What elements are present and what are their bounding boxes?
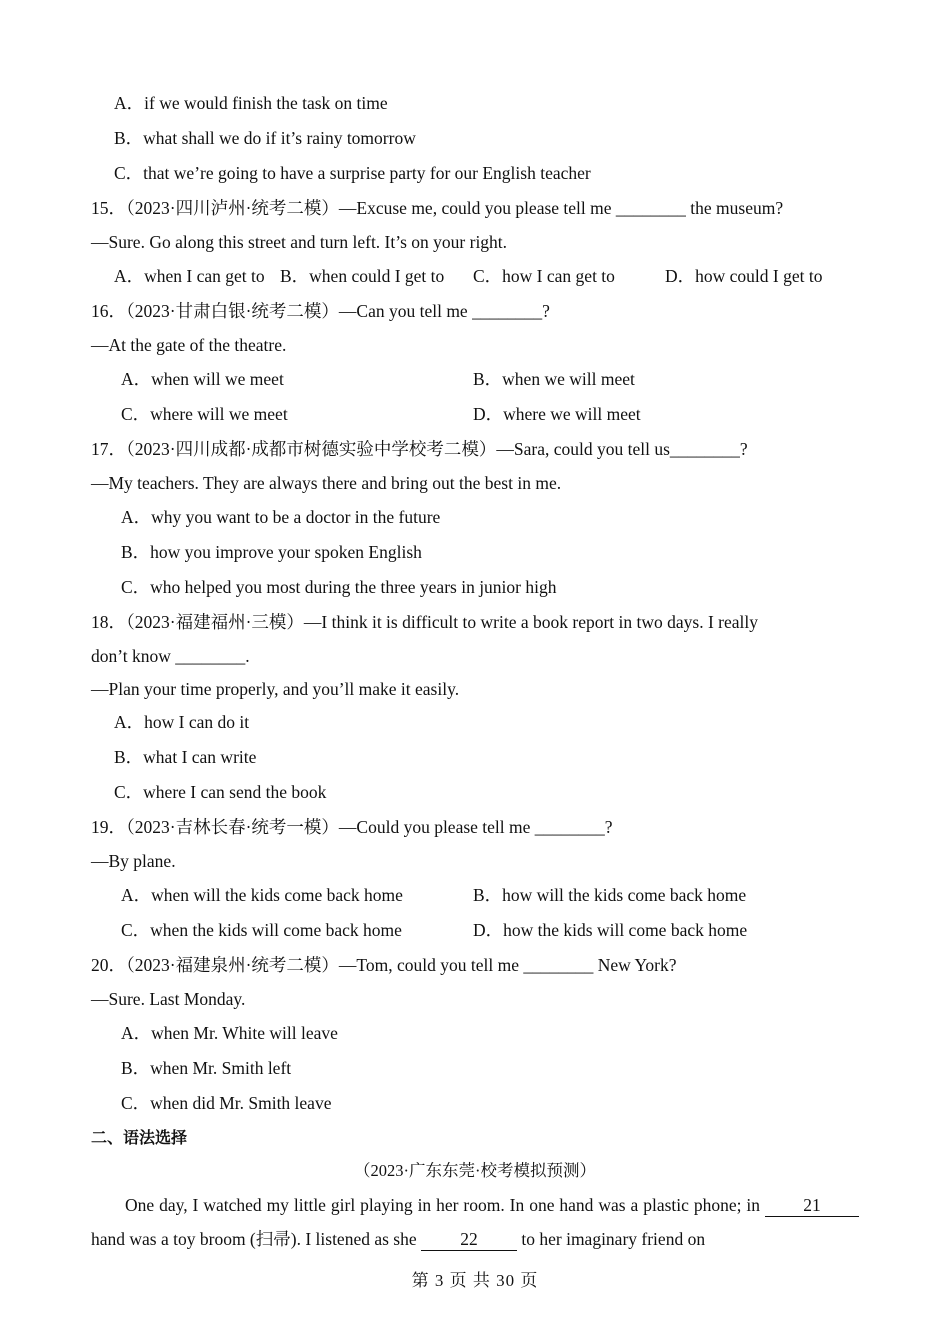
q20-option-c: C．when did Mr. Smith leave <box>121 1093 332 1113</box>
q14-option-b: B．what shall we do if it’s rainy tomorrow <box>114 128 416 148</box>
passage-text-mid: hand was a toy broom (扫帚). I listened as she <box>91 1229 417 1249</box>
section-source: （2023·广东东莞·校考模拟预测） <box>354 1161 596 1180</box>
q19-option-d: D．how the kids will come back home <box>473 920 748 940</box>
q14-option-a: A．if we would finish the task on time <box>114 93 388 113</box>
grammar-passage <box>91 1188 859 1256</box>
q18-reply: —Plan your time properly, and you’ll make it easily. <box>91 679 460 699</box>
q20-option-b: B．when Mr. Smith left <box>121 1058 292 1078</box>
q17-option-b: B．how you improve your spoken English <box>121 542 422 562</box>
q15-option-d: D．how could I get to <box>665 266 823 286</box>
q19-stem: 19．（2023·吉林长春·统考一模）—Could you please tell me ________? <box>91 817 613 837</box>
q18-stem-line2: don’t know ________. <box>91 646 250 666</box>
passage-text-end: to her imaginary friend on <box>521 1229 706 1249</box>
q15-option-b: B．when could I get to <box>280 266 445 286</box>
q14-option-c: C．that we’re going to have a surprise party for our English teacher <box>114 163 591 183</box>
q17-option-c: C．who helped you most during the three years in junior high <box>121 577 557 597</box>
q20-stem: 20．（2023·福建泉州·统考二模）—Tom, could you tell me ________ New York? <box>91 955 677 975</box>
q16-option-d: D．where we will meet <box>473 404 641 424</box>
q18-option-c: C．where I can send the book <box>114 782 327 802</box>
q20-reply: —Sure. Last Monday. <box>91 989 246 1009</box>
blank-22: 22 <box>421 1228 517 1251</box>
q15-stem: 15．（2023·四川泸州·统考二模）—Excuse me, could you please tell me ________ the museum? <box>91 198 784 218</box>
q19-option-c: C．when the kids will come back home <box>121 920 402 940</box>
q19-reply: —By plane. <box>91 851 176 871</box>
q18-option-a: A．how I can do it <box>114 712 250 732</box>
q15-reply: —Sure. Go along this street and turn left. It’s on your right. <box>91 232 508 252</box>
page-number: 第 3 页 共 30 页 <box>411 1271 539 1290</box>
q16-option-b: B．when we will meet <box>473 369 635 389</box>
q20-option-a: A．when Mr. White will leave <box>121 1023 338 1043</box>
section-heading: 二、语法选择 <box>91 1128 188 1147</box>
q19-option-a: A．when will the kids come back home <box>121 885 403 905</box>
blank-21: 21 <box>765 1194 859 1217</box>
q16-option-a: A．when will we meet <box>121 369 284 389</box>
q19-option-b: B．how will the kids come back home <box>473 885 747 905</box>
q17-stem: 17．（2023·四川成都·成都市树德实验中学校考二模）—Sara, could you tell us________? <box>91 439 748 459</box>
q18-stem-line1: 18．（2023·福建福州·三模）—I think it is difficult to write a book report in two days. I really <box>91 612 759 632</box>
q17-option-a: A．why you want to be a doctor in the future <box>121 507 441 527</box>
q17-reply: —My teachers. They are always there and bring out the best in me. <box>91 473 562 493</box>
passage-text-start: One day, I watched my little girl playing in her room. In one hand was a plastic phone; in <box>125 1195 761 1215</box>
q16-reply: —At the gate of the theatre. <box>91 335 287 355</box>
q16-stem: 16．（2023·甘肃白银·统考二模）—Can you tell me ________? <box>91 301 550 321</box>
q18-option-b: B．what I can write <box>114 747 257 767</box>
q16-option-c: C．where will we meet <box>121 404 288 424</box>
q15-option-c: C．how I can get to <box>473 266 615 286</box>
q15-option-a: A．when I can get to <box>114 266 265 286</box>
